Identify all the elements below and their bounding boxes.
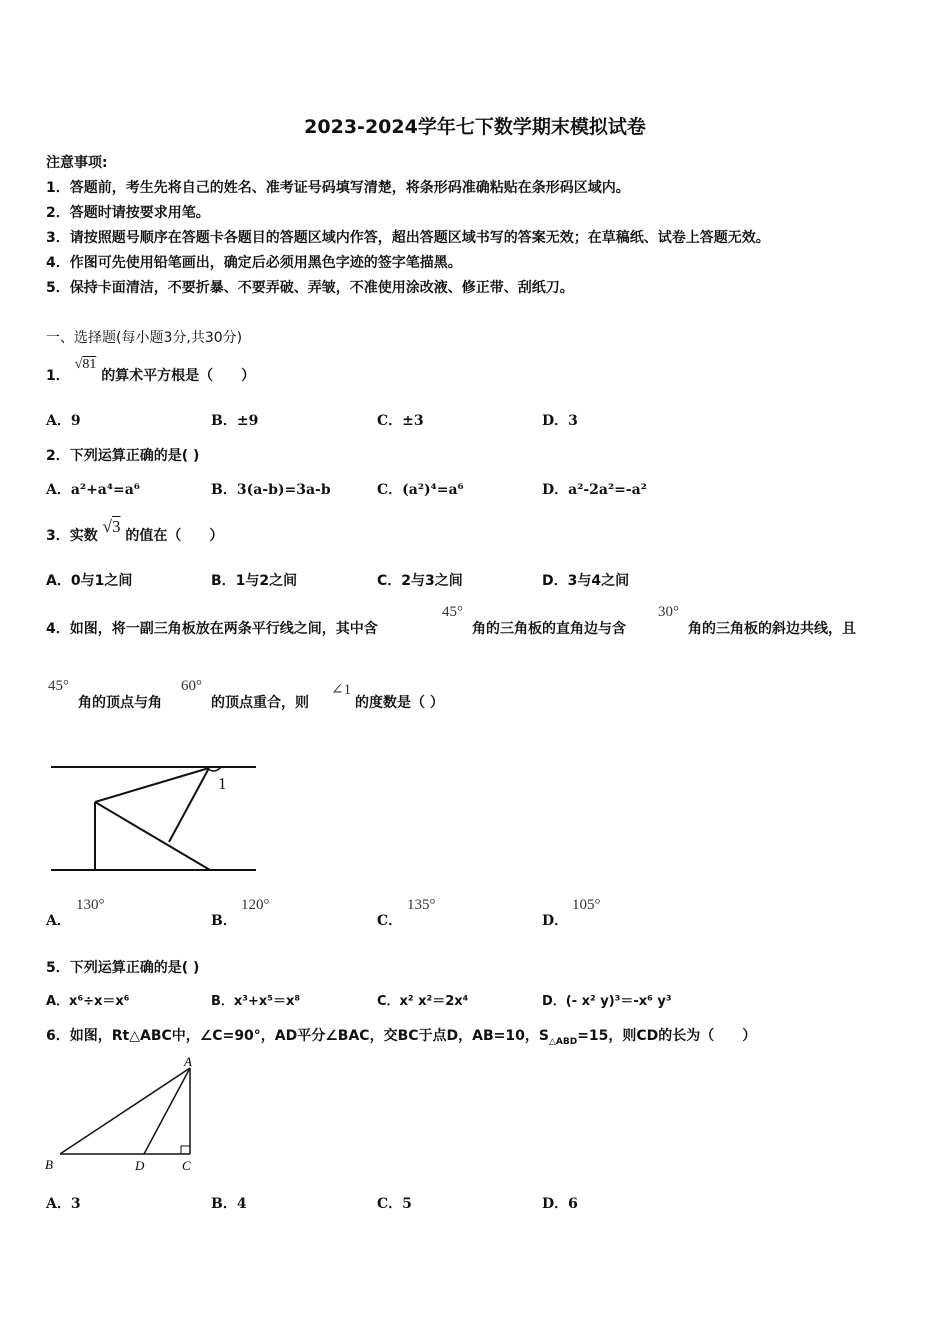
q3-text: 的值在（ ） <box>125 528 224 544</box>
notice-item: 4．作图可先使用铅笔画出，确定后必须用黑色字迹的签字笔描黑。 <box>46 255 462 271</box>
q1-option-b[interactable]: B．±9 <box>211 413 259 429</box>
q5-stem: 5．下列运算正确的是( ) <box>46 960 200 976</box>
segment-ab <box>60 1068 190 1154</box>
q5-option-a[interactable]: A．x⁶÷x＝x⁶ <box>46 994 130 1009</box>
q4-deg-30: 30° <box>658 604 679 620</box>
q2-stem: 2．下列运算正确的是( ) <box>46 448 200 464</box>
q6-figure <box>40 1052 210 1177</box>
q4-line2a: 角的顶点与角 <box>78 695 162 711</box>
sqrt-expression: √3 <box>102 517 121 536</box>
q6-option-a[interactable]: A．3 <box>46 1196 81 1212</box>
q3-option-c[interactable]: C．2与3之间 <box>377 573 463 589</box>
q4-option-b-value: 120° <box>241 897 270 913</box>
q3-option-a[interactable]: A．0与1之间 <box>46 573 133 589</box>
notice-heading: 注意事项: <box>46 155 108 171</box>
notice-item: 5．保持卡面清洁，不要折暴、不要弄破、弄皱，不准使用涂改液、修正带、刮纸刀。 <box>46 280 574 296</box>
q4-line1a: 4．如图，将一副三角板放在两条平行线之间，其中含 <box>46 621 378 637</box>
q4-deg-45: 45° <box>442 604 463 620</box>
point-c-label: C <box>182 1158 191 1173</box>
q1-option-a[interactable]: A．9 <box>46 413 81 429</box>
q4-option-d-value: 105° <box>572 897 601 913</box>
q4-option-a[interactable] <box>46 910 71 930</box>
q1-radicand: 81 <box>82 357 97 372</box>
q4-option-c-label: C． <box>377 913 403 929</box>
q4-option-a-label: A． <box>46 913 71 929</box>
q2-option-d[interactable]: D．a²-2a²=-a² <box>542 482 647 498</box>
q4-angle: ∠1 <box>331 682 352 698</box>
q4-option-b-label: B． <box>211 913 237 929</box>
angle-label: 1 <box>218 774 227 793</box>
q6-option-c[interactable]: C．5 <box>377 1196 412 1212</box>
sqrt-expression: √81 <box>74 357 97 372</box>
q3-radicand: 3 <box>111 517 121 536</box>
q1-stem <box>46 357 256 385</box>
q2-option-a[interactable]: A．a²+a⁴=a⁶ <box>46 482 140 498</box>
right-angle-mark <box>181 1146 190 1154</box>
q3-stem <box>46 517 224 545</box>
q2-option-c[interactable]: C．(a²)⁴=a⁶ <box>377 482 464 498</box>
q4-option-c-value: 135° <box>407 897 436 913</box>
q6-stem <box>46 1025 756 1047</box>
q5-option-b[interactable]: B．x³+x⁵＝x⁸ <box>211 994 301 1009</box>
q6-option-b[interactable]: B．4 <box>211 1196 247 1212</box>
q4-option-d-label: D． <box>542 913 569 929</box>
q1-option-d[interactable]: D．3 <box>542 413 578 429</box>
triangle-edge <box>95 768 209 802</box>
point-a-label: A <box>184 1054 192 1069</box>
q1-text: 的算术平方根是（ ） <box>101 368 256 384</box>
q4-option-d[interactable] <box>542 910 568 930</box>
q3-option-d[interactable]: D．3与4之间 <box>542 573 630 589</box>
notice-item: 2．答题时请按要求用笔。 <box>46 205 210 221</box>
q4-line2b: 的顶点重合，则 <box>211 695 309 711</box>
q5-option-c[interactable]: C．x² x²＝2x⁴ <box>377 994 469 1009</box>
notice-item: 1．答题前，考生先将自己的姓名、准考证号码填写清楚，将条形码准确粘贴在条形码区域内。 <box>46 180 630 196</box>
q4-deg-45b: 45° <box>48 678 69 694</box>
q4-line1c: 角的三角板的斜边共线，且 <box>688 621 856 637</box>
q4-option-b[interactable] <box>211 910 237 930</box>
q4-line2c: 的度数是（ ） <box>355 695 444 711</box>
segment-ad <box>144 1068 190 1154</box>
point-b-label: B <box>45 1157 53 1172</box>
point-d-label: D <box>135 1158 145 1173</box>
q4-figure <box>46 755 266 880</box>
q1-option-c[interactable]: C．±3 <box>377 413 424 429</box>
notice-item: 3．请按照题号顺序在答题卡各题目的答题区域内作答，超出答题区域书写的答案无效；在草稿纸、试卷上答题无效。 <box>46 230 770 246</box>
q6-text-a: 6．如图，Rt△ABC中，∠C=90°，AD平分∠BAC，交BC于点D，AB=10，S <box>46 1028 549 1044</box>
q6-text-b: =15，则CD的长为（ ） <box>577 1028 757 1044</box>
q6-subscript: △ABD <box>548 1036 578 1047</box>
q5-option-d[interactable]: D．(- x² y)³＝-x⁶ y³ <box>542 994 672 1009</box>
q4-option-a-value: 130° <box>76 897 105 913</box>
page-title: 2023-2024学年七下数学期末模拟试卷 <box>304 116 646 138</box>
q3-prefix: 3．实数 <box>46 528 98 544</box>
section-heading: 一、选择题(每小题3分,共30分) <box>46 330 243 346</box>
q4-option-c[interactable] <box>377 910 402 930</box>
q2-option-b[interactable]: B．3(a-b)=3a-b <box>211 482 331 498</box>
q4-deg-60: 60° <box>181 678 202 694</box>
q4-line1b: 角的三角板的直角边与含 <box>472 621 626 637</box>
triangle-edge <box>95 802 210 870</box>
q6-option-d[interactable]: D．6 <box>542 1196 578 1212</box>
q3-option-b[interactable]: B．1与2之间 <box>211 573 298 589</box>
q1-number: 1． <box>46 368 70 384</box>
